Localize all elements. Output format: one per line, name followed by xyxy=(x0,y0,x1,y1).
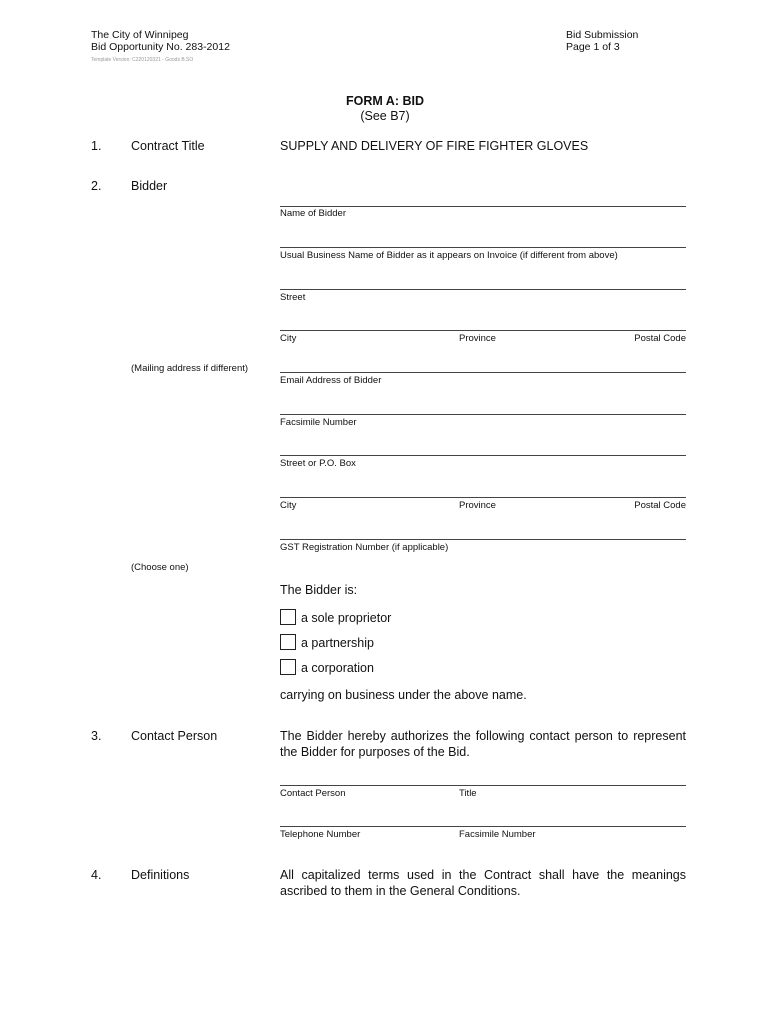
city-label: City xyxy=(280,333,297,344)
postal-code-label: Postal Code xyxy=(634,333,686,344)
contact-title-label: Title xyxy=(459,788,477,799)
mailing-address-note: (Mailing address if different) xyxy=(131,363,249,374)
email-label: Email Address of Bidder xyxy=(280,375,382,386)
email-field[interactable] xyxy=(280,372,686,373)
street-po-box-label: Street or P.O. Box xyxy=(280,458,356,469)
partnership-label: a partnership xyxy=(301,636,374,650)
form-subtitle: (See B7) xyxy=(360,109,410,123)
section-2-label: Bidder xyxy=(131,179,168,193)
street-label: Street xyxy=(280,292,306,303)
bidder-is-heading: The Bidder is: xyxy=(280,583,358,597)
sole-proprietor-checkbox[interactable] xyxy=(280,609,296,625)
facsimile-label: Facsimile Number xyxy=(280,417,357,428)
gst-label: GST Registration Number (if applicable) xyxy=(280,542,449,553)
city-province-postal-field[interactable] xyxy=(280,330,686,331)
section-1-label: Contract Title xyxy=(131,139,205,153)
contact-person-label: Contact Person xyxy=(280,788,346,799)
section-3-number: 3. xyxy=(91,729,102,743)
contact-authorization-text: The Bidder hereby authorizes the following contact person to represent the Bidder for purposes of the Bid. xyxy=(280,729,686,759)
carrying-on-business-text: carrying on business under the above name. xyxy=(280,688,527,702)
city-label-2: City xyxy=(280,500,297,511)
choose-one-note: (Choose one) xyxy=(131,562,189,573)
header-bid-submission: Bid Submission xyxy=(566,29,639,41)
contact-person-title-field[interactable] xyxy=(280,785,686,786)
section-1-number: 1. xyxy=(91,139,102,153)
province-label-2: Province xyxy=(459,500,496,511)
header-city: The City of Winnipeg xyxy=(91,29,189,41)
name-of-bidder-field[interactable] xyxy=(280,206,686,207)
usual-business-name-label: Usual Business Name of Bidder as it appears on Invoice (if different from above) xyxy=(280,250,618,261)
telephone-label: Telephone Number xyxy=(280,829,361,840)
form-title: FORM A: BID xyxy=(346,94,424,108)
section-2-number: 2. xyxy=(91,179,102,193)
template-version-note: Template Version: C220120321 - Goods B.SO xyxy=(91,57,194,63)
city-province-postal-field-2[interactable] xyxy=(280,497,686,498)
contract-title-value: SUPPLY AND DELIVERY OF FIRE FIGHTER GLOVES xyxy=(280,139,589,153)
province-label: Province xyxy=(459,333,496,344)
telephone-facsimile-field[interactable] xyxy=(280,826,686,827)
header-page-number: Page 1 of 3 xyxy=(566,41,620,53)
sole-proprietor-label: a sole proprietor xyxy=(301,611,392,625)
section-4-number: 4. xyxy=(91,868,102,882)
header-bid-opportunity: Bid Opportunity No. 283-2012 xyxy=(91,41,230,53)
corporation-label: a corporation xyxy=(301,661,374,675)
usual-business-name-field[interactable] xyxy=(280,247,686,248)
facsimile-field[interactable] xyxy=(280,414,686,415)
name-of-bidder-label: Name of Bidder xyxy=(280,208,347,219)
street-field[interactable] xyxy=(280,289,686,290)
postal-code-label-2: Postal Code xyxy=(634,500,686,511)
partnership-checkbox[interactable] xyxy=(280,634,296,650)
contact-facsimile-label: Facsimile Number xyxy=(459,829,536,840)
definitions-text: All capitalized terms used in the Contract shall have the meanings ascribed to them in the General Conditions. xyxy=(280,868,686,898)
corporation-checkbox[interactable] xyxy=(280,659,296,675)
section-3-label: Contact Person xyxy=(131,729,218,743)
section-4-label: Definitions xyxy=(131,868,190,882)
street-po-box-field[interactable] xyxy=(280,455,686,456)
gst-field[interactable] xyxy=(280,539,686,540)
